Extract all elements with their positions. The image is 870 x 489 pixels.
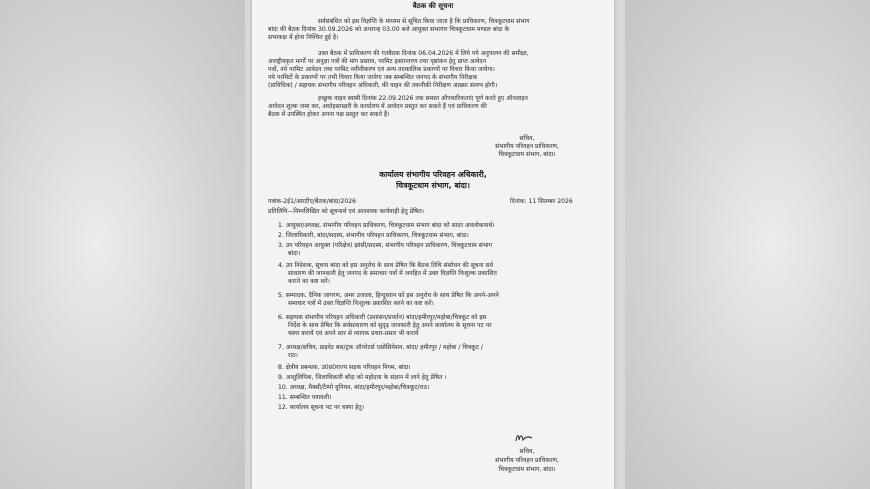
- list-item-cont: साधारण की जानकारी हेतु जनपद के समाचार पत्रों में जनहित में उक्त विज्ञप्ति निःशुल्क प्रकाशित: [288, 270, 497, 277]
- signature1-line: संभागीय परिवहन प्राधिकरण,: [495, 143, 559, 150]
- copy-line: प्रतिलिपि—निम्नलिखित को सूचनार्थ एवं आवश्यक कार्यवाही हेतु प्रेषित।: [268, 208, 424, 215]
- office-subtitle: चित्रकूटधाम संभाग, बांदा।: [396, 181, 470, 190]
- list-item: 4. उप निदेशक, सूचना बांदा को इस अनुरोध के साथ प्रेषित कि बैठक तिथि संसोधन की सूचना सर्व: [278, 262, 494, 269]
- background-right: [625, 0, 870, 489]
- list-item: 2. जिलाधिकारी, बांदा/सदस्य, संभागीय परिवहन प्राधिकरण, चित्रकूटधाम संभाग, बांदा।: [278, 232, 469, 239]
- para3-line: इच्छुक वाहन स्वामी दिनांक 22.09.2026 तक समस्त औपचारिकताएं पूर्ण करते हुए ऑनलाइन: [318, 95, 528, 102]
- para2-line: पत्रों, नये परमिट आवेदन तथा परमिट नवीनीकरण एवं अन्य तात्कालिक प्रकरणों पर विचार किया जायेगा।: [268, 66, 495, 73]
- list-item: 10. अध्यक्ष, मैक्सी/टैम्पो यूनियन, बांदा/हमीरपुर/महोबा/चित्रकूट/राठ।: [278, 384, 430, 391]
- list-item: 7. अध्यक्ष/सचिव, प्राइवेट बस/ट्रक ऑपरेटर्स एसोसियेशन, बांदा/ हमीरपुर / महोबा / चित्रकूट /: [278, 344, 483, 351]
- list-item-cont: राठ।: [288, 352, 298, 359]
- document-page: [252, 0, 614, 489]
- signature2-line: चित्रकूटधाम संभाग, बांदा।: [498, 466, 556, 473]
- signature1-line: चित्रकूटधाम संभाग, बांदा।: [498, 151, 556, 158]
- para1-line: सर्वसंबंधित को इस विज्ञप्ति के माध्यम से सूचित किया जाता है कि प्राधिकरण, चित्रकूटधाम संभाग: [318, 18, 530, 25]
- list-item: 5. सम्पादक, दैनिक जागरण, अमर उजाला, हिन्दुस्तान को इस अनुरोध के साथ प्रेषित कि अपने-अपने: [278, 292, 499, 299]
- office-title: कार्यालय संभागीय परिवहन अधिकारी,: [379, 170, 487, 179]
- signature2-line: संभागीय परिवहन प्राधिकरण,: [495, 457, 559, 464]
- para2-line: अराष्ट्रीयकृत मार्गों पर अनुज्ञा पत्रों की मांग प्रस्ताव, परमिट हस्तान्तरण तथा पृष्ठांकन हेतु प्राप्त आवेदन: [268, 58, 487, 65]
- para2-line: (प्राविधिक) / सहायक संभागीय परिवहन अधिकारी, की वाहन की तकनीकी निरीक्षण आख्या संलग्न होगी।: [268, 82, 498, 89]
- list-item: 3. उप परिवहन आयुक्त (परिक्षेत्र) झांसी/सदस्य, संभागीय परिवहन प्राधिकरण, चित्रकूटधाम संभाग: [278, 242, 493, 249]
- list-item: 6. सहायक संभागीय परिवहन अधिकारी (प्रशासन/प्रवर्तन) बांदा/हमीरपुर/महोबा/चित्रकूट को इस: [278, 314, 487, 321]
- list-item: 1. आयुक्त/अध्यक्ष, संभागीय परिवहन प्राधिकरण, चित्रकूटधाम संभाग बांदा को सादर अवलोकनार्थ।: [278, 222, 495, 229]
- list-item-cont: चस्पा करायें एवं अपने स्तर से व्यापक प्रचार-प्रसार भी करायें: [288, 330, 419, 337]
- para1-line: बांदा की बैठक दिनांक 30.09.2026 को अपरान्ह 03.00 बजे आयुक्त सभागार चित्रकूटधाम मण्डल बांदा के: [268, 26, 510, 33]
- list-item: 8. क्षेत्रीय प्रबन्धक, उ0प्र0राज्य सड़क परिवहन निगम, बांदा।: [278, 364, 411, 371]
- para3-line: बैठक में उपस्थित होकर अपना पक्ष प्रस्तुत कर सकते हैं।: [268, 111, 390, 118]
- para1-line: सभाकक्ष में होना निश्चित हुई है।: [268, 34, 339, 41]
- signature2-line: सचिव,: [519, 448, 535, 455]
- list-item: 12. कार्यालय सूचना पट पर चस्पा हेतु।: [278, 404, 365, 411]
- list-item: 9. आशुलिपिक, जिलाधिकारी बाँदा को महोदया के संज्ञान में लाने हेतु प्रेषित ।: [278, 374, 447, 381]
- list-item-cont: निर्देश के साथ प्रेषित कि सर्वसाधारण को सुदृढ़ जानकारी हेतु अपने कार्यालय के सूचना पट पर: [288, 322, 492, 329]
- handwritten-signature-icon: [514, 432, 534, 444]
- list-item: 11. सम्बन्धित पत्रावली।: [278, 394, 332, 401]
- list-item-cont: समाचार पत्रों में उक्त विज्ञप्ति निःशुल्क प्रकाशित करने का कष्ट करें।: [288, 300, 434, 307]
- para2-line: नये परमिटों के प्रकरणों पर तभी विचार किया जायेगा जब सम्बन्धित जनपद के संभागीय निरीक्षक: [268, 74, 478, 81]
- list-item-cont: बांदा।: [288, 250, 301, 257]
- signature1-line: सचिव,: [519, 135, 535, 142]
- issue-date: दिनांक: 11 सितम्बर 2026: [510, 198, 573, 205]
- reference-number: पत्रांक-2ई1/आरटीए/बैठक/बांदा/2026: [268, 198, 357, 205]
- notice-title: बैठक की सूचना: [412, 2, 454, 10]
- para2-line: उक्त बैठक में प्राधिकरण की गतबैठक दिनांक 06.04.2026 में लिये गये अनुपालन की समीक्षा,: [318, 50, 529, 57]
- para3-line: आवेदन शुल्क जमा कर, अधोहस्ताक्षरी के कार्यालय में आवेदन प्रस्तुत कर सकते हैं एवं प्राधिकरण की: [268, 103, 487, 110]
- list-item-cont: कराने का कष्ट करें।: [288, 278, 330, 285]
- background-left: [0, 0, 245, 489]
